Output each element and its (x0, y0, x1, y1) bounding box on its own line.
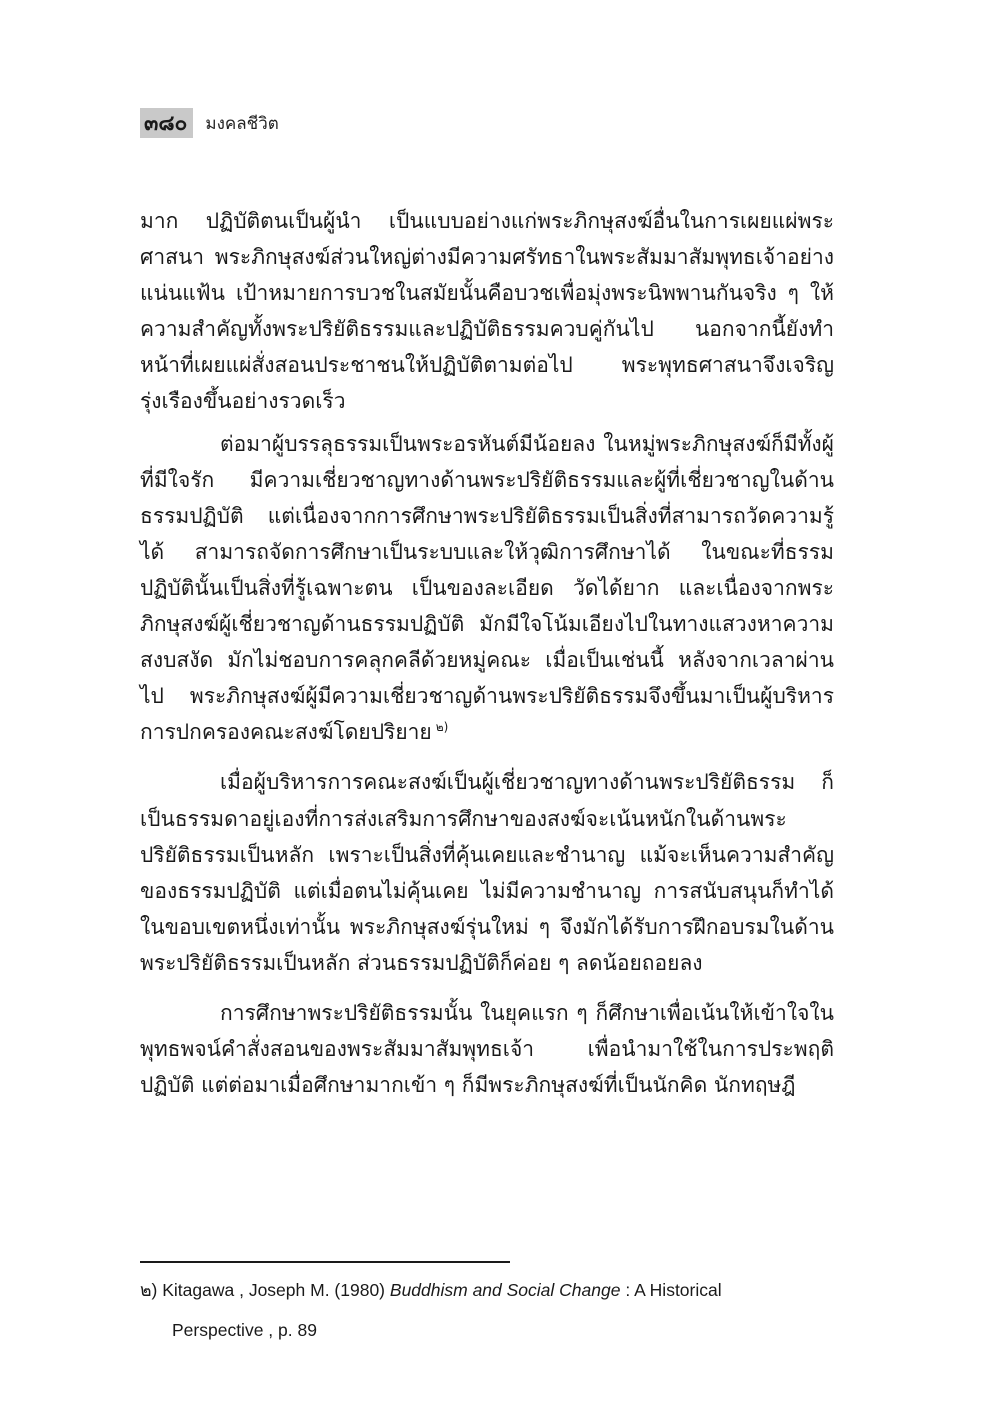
footnote (140, 1270, 834, 1350)
paragraph-1-text: มาก ปฏิบัติตนเป็นผู้นำ เป็นแบบอย่างแก่พระภิกษุสงฆ์อื่นในการเผยแผ่พระศาสนา พระภิกษุสงฆ์ส่วนใหญ่ต่างมีความศรัทธาในพระสัมมาสัมพุทธเจ้าอย่างแน่นแฟ้น เป้าหมายการบวชในสมัยนั้นคือบวชเพื่อมุ่งพระนิพพานกันจริง ๆ ให้ความสำคัญทั้งพระปริยัติธรรมและปฏิบัติธรรมควบคู่กันไป นอกจากนี้ยังทำหน้าที่เผยแผ่สั่งสอนประชาชนให้ปฏิบัติตามต่อไป พระพุทธศาสนาจึงเจริญรุ่งเรืองขึ้นอย่างรวดเร็ว (140, 209, 834, 414)
page-number: ๓๘๐ (140, 108, 193, 138)
body-text (140, 203, 834, 1103)
paragraph-3-text: เมื่อผู้บริหารการคณะสงฆ์เป็นผู้เชี่ยวชาญทางด้านพระปริยัติธรรม ก็เป็นธรรมดาอยู่เองที่การส่งเสริมการศึกษาของสงฆ์จะเน้นหนักในด้านพระปริยัติธรรมเป็นหลัก เพราะเป็นสิ่งที่คุ้นเคยและชำนาญ แม้จะเห็นความสำคัญของธรรมปฏิบัติ แต่เมื่อตนไม่คุ้นเคย ไม่มีความชำนาญ การสนับสนุนก็ทำได้ในขอบเขตหนึ่งเท่านั้น พระภิกษุสงฆ์รุ่นใหม่ ๆ จึงมักได้รับการฝึกอบรมในด้านพระปริยัติธรรมเป็นหลัก ส่วนธรรมปฏิบัติก็ค่อย ๆ ลดน้อยถอยลง (140, 770, 834, 975)
page-header (140, 108, 279, 138)
footnote-author: Kitagawa , Joseph M. (1980) (162, 1280, 386, 1300)
paragraph-2 (140, 426, 834, 751)
footnote-book-title: Buddhism and Social Change (389, 1280, 621, 1300)
footnote-subtitle-1: : A Historical (625, 1280, 722, 1300)
running-title: มงคลชีวิต (205, 113, 279, 134)
paragraph-4 (140, 995, 834, 1103)
footnote-line-1 (140, 1270, 834, 1310)
footnote-divider (140, 1261, 510, 1263)
footnote-subtitle-2: Perspective , p. 89 (172, 1320, 317, 1340)
paragraph-3 (140, 764, 834, 981)
footnote-marker: ๒) (140, 1280, 158, 1300)
footnote-reference[interactable]: ๒) (435, 720, 449, 735)
paragraph-2-text: ต่อมาผู้บรรลุธรรมเป็นพระอรหันต์มีน้อยลง ในหมู่พระภิกษุสงฆ์ก็มีทั้งผู้ที่มีใจรัก มีความเชี่ยวชาญทางด้านพระปริยัติธรรมและผู้ที่เชี่ยวชาญในด้านธรรมปฏิบัติ แต่เนื่องจากการศึกษาพระปริยัติธรรมเป็นสิ่งที่สามารถวัดความรู้ได้ สามารถจัดการศึกษาเป็นระบบและให้วุฒิการศึกษาได้ ในขณะที่ธรรมปฏิบัตินั้นเป็นสิ่งที่รู้เฉพาะตน เป็นของละเอียด วัดได้ยาก และเนื่องจากพระภิกษุสงฆ์ผู้เชี่ยวชาญด้านธรรมปฏิบัติ มักมีใจโน้มเอียงไปในทางแสวงหาความสงบสงัด มักไม่ชอบการคลุกคลีด้วยหมู่คณะ เมื่อเป็นเช่นนี้ หลังจากเวลาผ่านไป พระภิกษุสงฆ์ผู้มีความเชี่ยวชาญด้านพระปริยัติธรรมจึงขึ้นมาเป็นผู้บริหารการปกครองคณะสงฆ์โดยปริยาย (140, 431, 834, 745)
paragraph-1 (140, 203, 834, 420)
paragraph-4-text: การศึกษาพระปริยัติธรรมนั้น ในยุคแรก ๆ ก็ศึกษาเพื่อเน้นให้เข้าใจในพุทธพจน์คำสั่งสอนของพระสัมมาสัมพุทธเจ้า เพื่อนำมาใช้ในการประพฤติปฏิบัติ แต่ต่อมาเมื่อศึกษามากเข้า ๆ ก็มีพระภิกษุสงฆ์ที่เป็นนักคิด นักทฤษฎี (140, 1000, 834, 1098)
footnote-line-2 (140, 1310, 834, 1350)
